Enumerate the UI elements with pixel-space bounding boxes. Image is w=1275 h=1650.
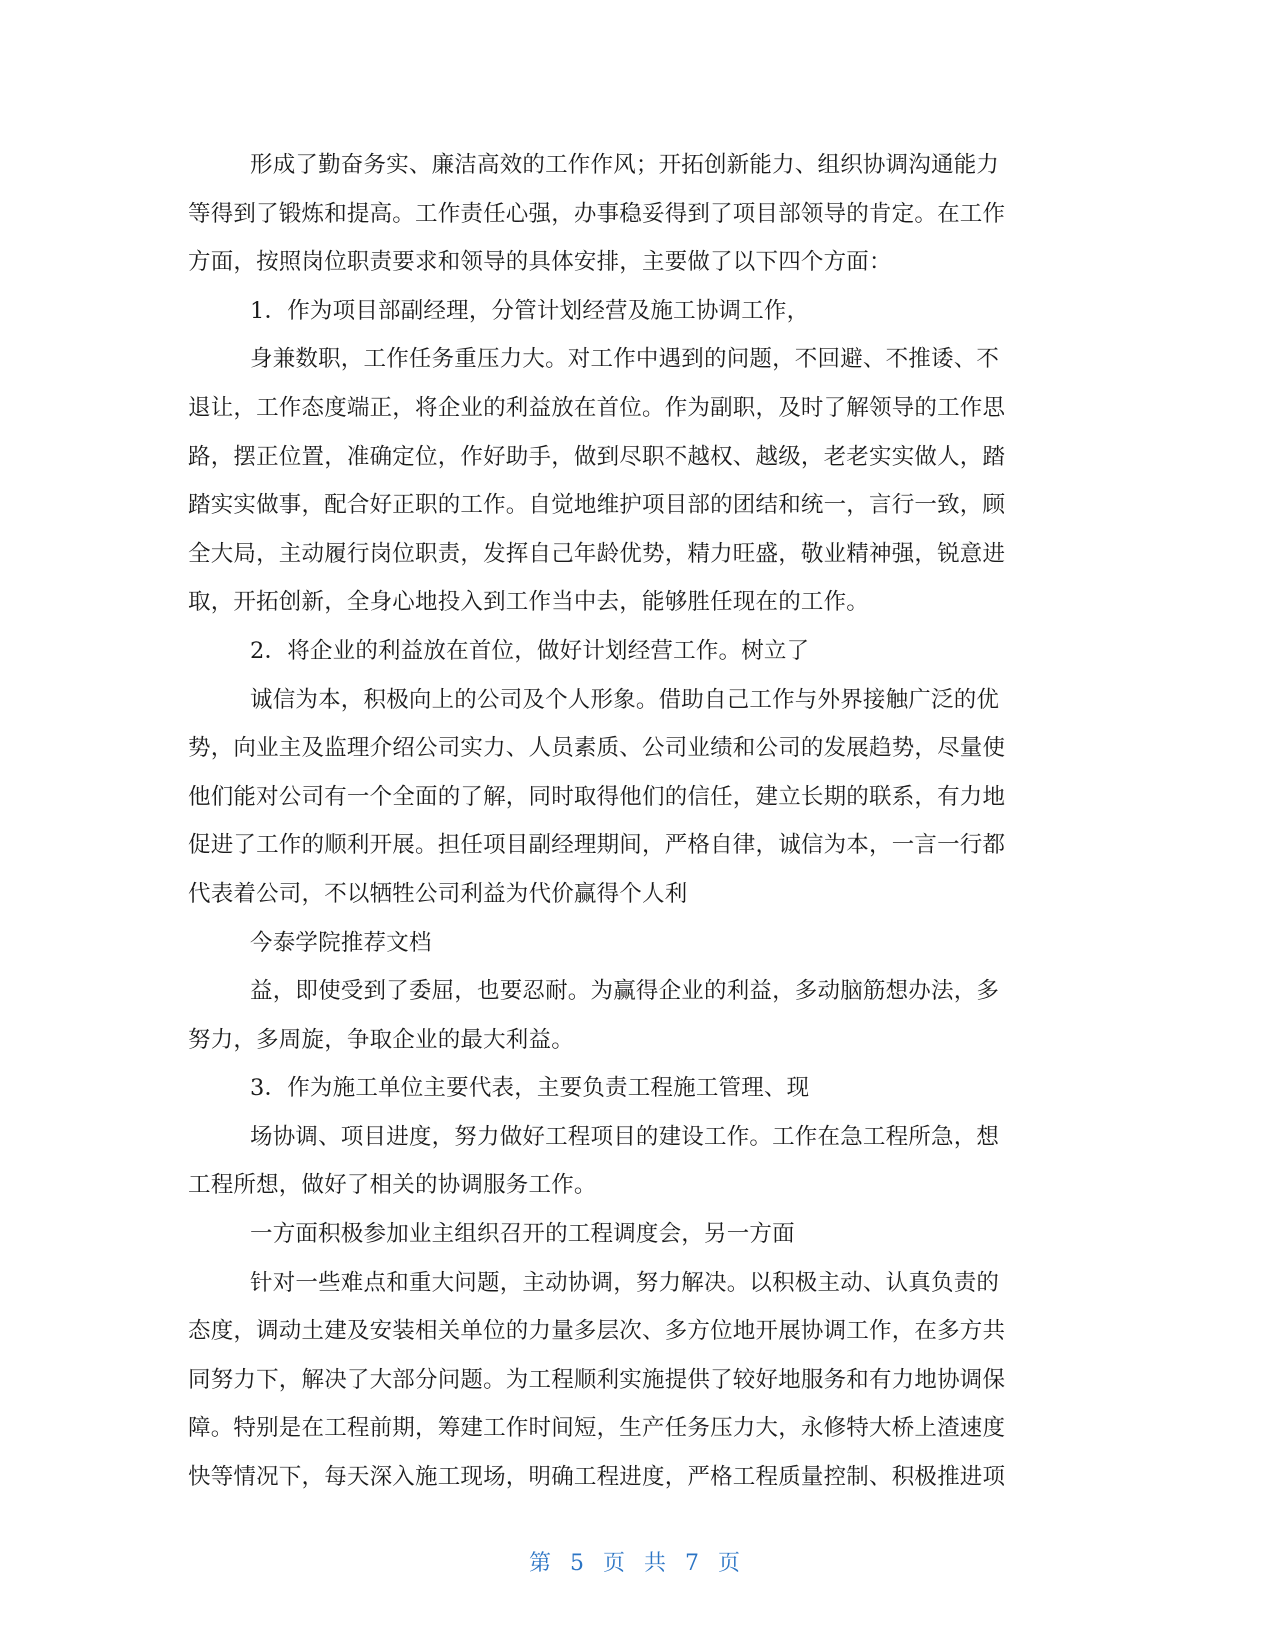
document-body <box>188 141 1090 1502</box>
text-line: 身兼数职，工作任务重压力大。对工作中遇到的问题，不回避、不推诿、不 <box>250 346 1000 373</box>
page-number-footer: 第 5 页 共 7 页 <box>529 1551 746 1576</box>
text-line: 1．作为项目部副经理，分管计划经营及施工协调工作， <box>250 297 810 324</box>
text-line: 退让，工作态度端正，将企业的利益放在首位。作为副职，及时了解领导的工作思 <box>188 394 1006 421</box>
source-note: 今泰学院推荐文档 <box>250 929 432 956</box>
text-line: 等得到了锻炼和提高。工作责任心强，办事稳妥得到了项目部领导的肯定。在工作 <box>188 200 1006 227</box>
text-line: 踏实实做事，配合好正职的工作。自觉地维护项目部的团结和统一，言行一致，顾 <box>188 492 1006 519</box>
text-line: 场协调、项目进度，努力做好工程项目的建设工作。工作在急工程所急，想 <box>250 1123 1000 1150</box>
text-line: 全大局，主动履行岗位职责，发挥自己年龄优势，精力旺盛，敬业精神强，锐意进 <box>188 540 1006 567</box>
text-line: 促进了工作的顺利开展。担任项目副经理期间，严格自律，诚信为本，一言一行都 <box>188 832 1006 859</box>
text-line: 3．作为施工单位主要代表，主要负责工程施工管理、现 <box>250 1075 810 1102</box>
text-line: 针对一些难点和重大问题，主动协调，努力解决。以积极主动、认真负责的 <box>250 1269 1000 1296</box>
text-line: 势，向业主及监理介绍公司实力、人员素质、公司业绩和公司的发展趋势，尽量使 <box>188 735 1006 762</box>
text-line: 益，即使受到了委屈，也要忍耐。为赢得企业的利益，多动脑筋想办法，多 <box>250 978 1000 1005</box>
text-line: 一方面积极参加业主组织召开的工程调度会，另一方面 <box>250 1221 795 1248</box>
text-line: 取，开拓创新，全身心地投入到工作当中去，能够胜任现在的工作。 <box>188 589 870 616</box>
text-line: 方面，按照岗位职责要求和领导的具体安排，主要做了以下四个方面： <box>188 249 892 276</box>
text-line: 态度，调动土建及安装相关单位的力量多层次、多方位地开展协调工作，在多方共 <box>188 1318 1006 1345</box>
text-line: 诚信为本，积极向上的公司及个人形象。借助自己工作与外界接触广泛的优 <box>250 686 1000 713</box>
text-line: 代表着公司，不以牺牲公司利益为代价赢得个人利 <box>188 880 688 907</box>
text-line: 工程所想，做好了相关的协调服务工作。 <box>188 1172 597 1199</box>
text-line: 形成了勤奋务实、廉洁高效的工作作风；开拓创新能力、组织协调沟通能力 <box>250 152 1000 178</box>
text-line: 路，摆正位置，准确定位，作好助手，做到尽职不越权、越级，老老实实做人，踏 <box>188 443 1006 470</box>
text-line: 快等情况下，每天深入施工现场，明确工程进度，严格工程质量控制、积极推进项 <box>188 1464 1006 1491</box>
text-line: 2．将企业的利益放在首位，做好计划经营工作。树立了 <box>250 637 810 664</box>
text-line: 他们能对公司有一个全面的了解，同时取得他们的信任，建立长期的联系，有力地 <box>188 783 1006 810</box>
text-line: 障。特别是在工程前期，筹建工作时间短，生产任务压力大，永修特大桥上渣速度 <box>188 1415 1006 1442</box>
text-line: 同努力下，解决了大部分问题。为工程顺利实施提供了较好地服务和有力地协调保 <box>188 1366 1006 1393</box>
text-line: 努力，多周旋，争取企业的最大利益。 <box>188 1026 574 1053</box>
